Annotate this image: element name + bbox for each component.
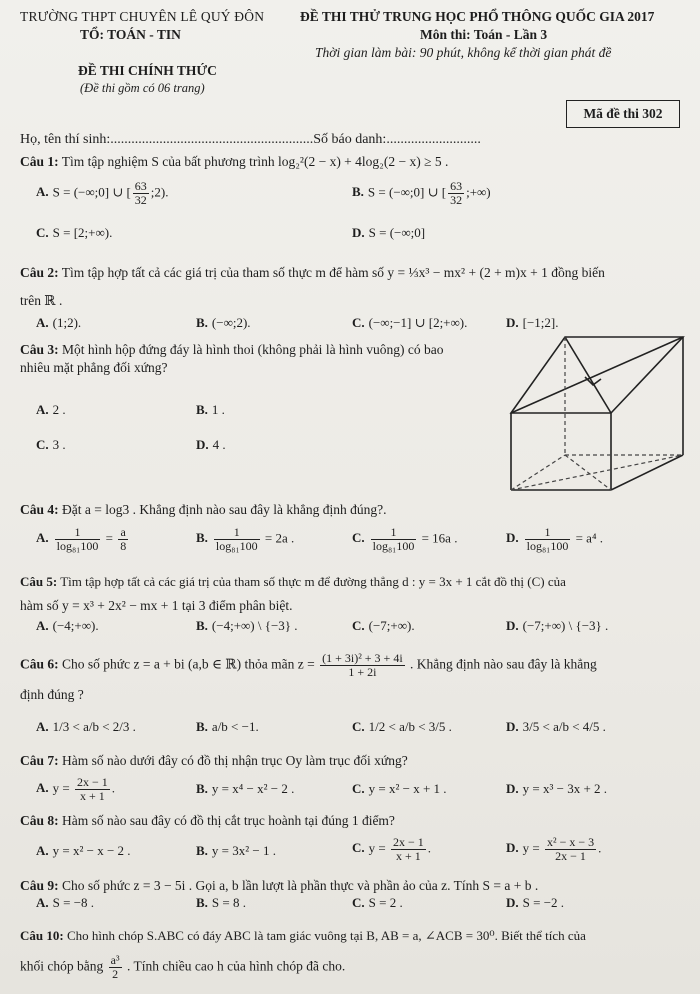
question-label: Câu 1:	[20, 154, 59, 169]
q4-option-b: B. $\frac{1}{\text{log₈₁100}}$ = 2a .	[196, 525, 295, 553]
q1-option-b: B. S = (−∞;0] ∪ [ $\frac{63}{32}$ ;+∞)	[352, 179, 491, 207]
q6-option-b: B. a/b < −1.	[196, 719, 259, 734]
q4-option-c: C. $\frac{1}{\text{log₈₁100}}$ = 16a .	[352, 525, 458, 553]
question-6: Câu 6: Cho số phức z = a + bi (a,b ∈ ℝ) thỏa mãn z = $\frac{\text{(1 + 3i)² + 3 + 4i}}{1 + 2i}$ . Khẳng định nào sau đây là khẳng	[20, 651, 597, 679]
q7-option-c: C. y = x² − x + 1 .	[352, 781, 447, 796]
q8-option-a: A. y = x² − x − 2 .	[36, 843, 131, 858]
q9-option-c: C. S = 2 .	[352, 895, 403, 910]
q8-option-d: D. y = $\frac{\text{x² − x − 3}}{2x - 1}$ .	[506, 835, 602, 863]
exam-title: ĐỀ THI THỬ TRUNG HỌC PHỔ THÔNG QUỐC GIA 2017	[300, 9, 655, 24]
q1-option-d: D. S = (−∞;0]	[352, 225, 426, 240]
student-info-line: Họ, tên thí sinh:..........................................................Số báo danh:...........................	[20, 132, 481, 147]
q7-option-a: A. y = $\frac{2x - 1}{x + 1}$ .	[36, 775, 116, 803]
question-2: Câu 2: Tìm tập hợp tất cả các giá trị của tham số thực m để hàm số y = ⅓x³ − mx² + (2 + m)x + 1 đồng biến	[20, 265, 605, 280]
q2-option-c: C. (−∞;−1] ∪ [2;+∞).	[352, 315, 468, 330]
question-4: Câu 4: Đặt a = log3 . Khẳng định nào sau đây là khẳng định đúng?.	[20, 502, 387, 517]
question-text: Tìm tập nghiệm S của bất phương trình log₂²(2 − x) + 4log₂(2 − x) ≥ 5 .	[61, 154, 449, 169]
q9-option-b: B. S = 8 .	[196, 895, 246, 910]
q1-option-c: C. S = [2;+∞).	[36, 225, 113, 240]
question-3-cont: nhiêu mặt phẳng đối xứng?	[20, 360, 168, 375]
question-5-cont: hàm số y = x³ + 2x² − mx + 1 tại 3 điểm phân biệt.	[20, 598, 293, 613]
q1-option-a: A. S = (−∞;0] ∪ [ $\frac{63}{32}$ ;2).	[36, 179, 169, 207]
q5-option-b: B. (−4;+∞) \ {−3} .	[196, 618, 298, 633]
q2-option-b: B. (−∞;2).	[196, 315, 251, 330]
q4-option-a: A. $\frac{1}{\text{log₈₁100}}$ = $\frac{a}{8}$	[36, 525, 127, 553]
q6-option-d: D. 3/5 < a/b < 4/5 .	[506, 719, 606, 734]
department: TỔ: TOÁN - TIN	[80, 27, 181, 42]
question-10-cont: khối chóp bằng $\frac{\text{a³}}{2}$ . Tính chiều cao h của hình chóp đã cho.	[20, 953, 346, 981]
q3-option-a: A. 2 .	[36, 402, 66, 417]
exam-code-box: Mã đề thi 302	[566, 100, 680, 128]
q5-option-d: D. (−7;+∞) \ {−3} .	[506, 618, 609, 633]
rhombic-prism-figure	[505, 335, 687, 495]
question-5: Câu 5: Tìm tập hợp tất cả các giá trị của tham số thực m để đường thẳng d : y = 3x + 1 cắt đồ thị (C) của	[20, 574, 566, 589]
q4-option-d: D. $\frac{1}{\text{log₈₁100}}$ = a⁴ .	[506, 525, 603, 553]
q9-option-d: D. S = −2 .	[506, 895, 565, 910]
q2-option-a: A. (1;2).	[36, 315, 82, 330]
q3-option-c: C. 3 .	[36, 437, 66, 452]
question-6-cont: định đúng ?	[20, 687, 84, 702]
q3-option-b: B. 1 .	[196, 402, 225, 417]
official-label: ĐỀ THI CHÍNH THỨC	[78, 63, 217, 78]
question-3: Câu 3: Một hình hộp đứng đáy là hình thoi (không phải là hình vuông) có bao	[20, 342, 444, 357]
question-1	[20, 153, 448, 171]
q8-option-c: C. y = $\frac{2x - 1}{x + 1}$ .	[352, 835, 432, 863]
question-10: Câu 10: Cho hình chóp S.ABC có đáy ABC là tam giác vuông tại B, AB = a, ∠ACB = 30⁰. Biết thể tích của	[20, 928, 586, 943]
q7-option-b: B. y = x⁴ − x² − 2 .	[196, 781, 295, 796]
question-2-cont: trên ℝ .	[20, 293, 63, 308]
q7-option-d: D. y = x³ − 3x + 2 .	[506, 781, 608, 796]
question-8: Câu 8: Hàm số nào sau đây có đồ thị cắt trục hoành tại đúng 1 điểm?	[20, 813, 395, 828]
q8-option-b: B. y = 3x² − 1 .	[196, 843, 276, 858]
q3-option-d: D. 4 .	[196, 437, 226, 452]
question-7: Câu 7: Hàm số nào dưới đây có đồ thị nhận trục Oy làm trục đối xứng?	[20, 753, 408, 768]
pages-note: (Đề thi gồm có 06 trang)	[80, 81, 205, 95]
q5-option-c: C. (−7;+∞).	[352, 618, 415, 633]
school-name: TRƯỜNG THPT CHUYÊN LÊ QUÝ ĐÔN	[20, 9, 265, 24]
time-line: Thời gian làm bài: 90 phút, không kể thời gian phát đề	[315, 45, 612, 60]
subject-line: Môn thi: Toán - Lần 3	[420, 27, 548, 42]
q6-option-a: A. 1/3 < a/b < 2/3 .	[36, 719, 136, 734]
q6-option-c: C. 1/2 < a/b < 3/5 .	[352, 719, 452, 734]
q2-option-d: D. [−1;2].	[506, 315, 559, 330]
question-9: Câu 9: Cho số phức z = 3 − 5i . Gọi a, b lần lượt là phần thực và phần ảo của z. Tính S = a + b .	[20, 878, 539, 893]
q5-option-a: A. (−4;+∞).	[36, 618, 99, 633]
q9-option-a: A. S = −8 .	[36, 895, 95, 910]
